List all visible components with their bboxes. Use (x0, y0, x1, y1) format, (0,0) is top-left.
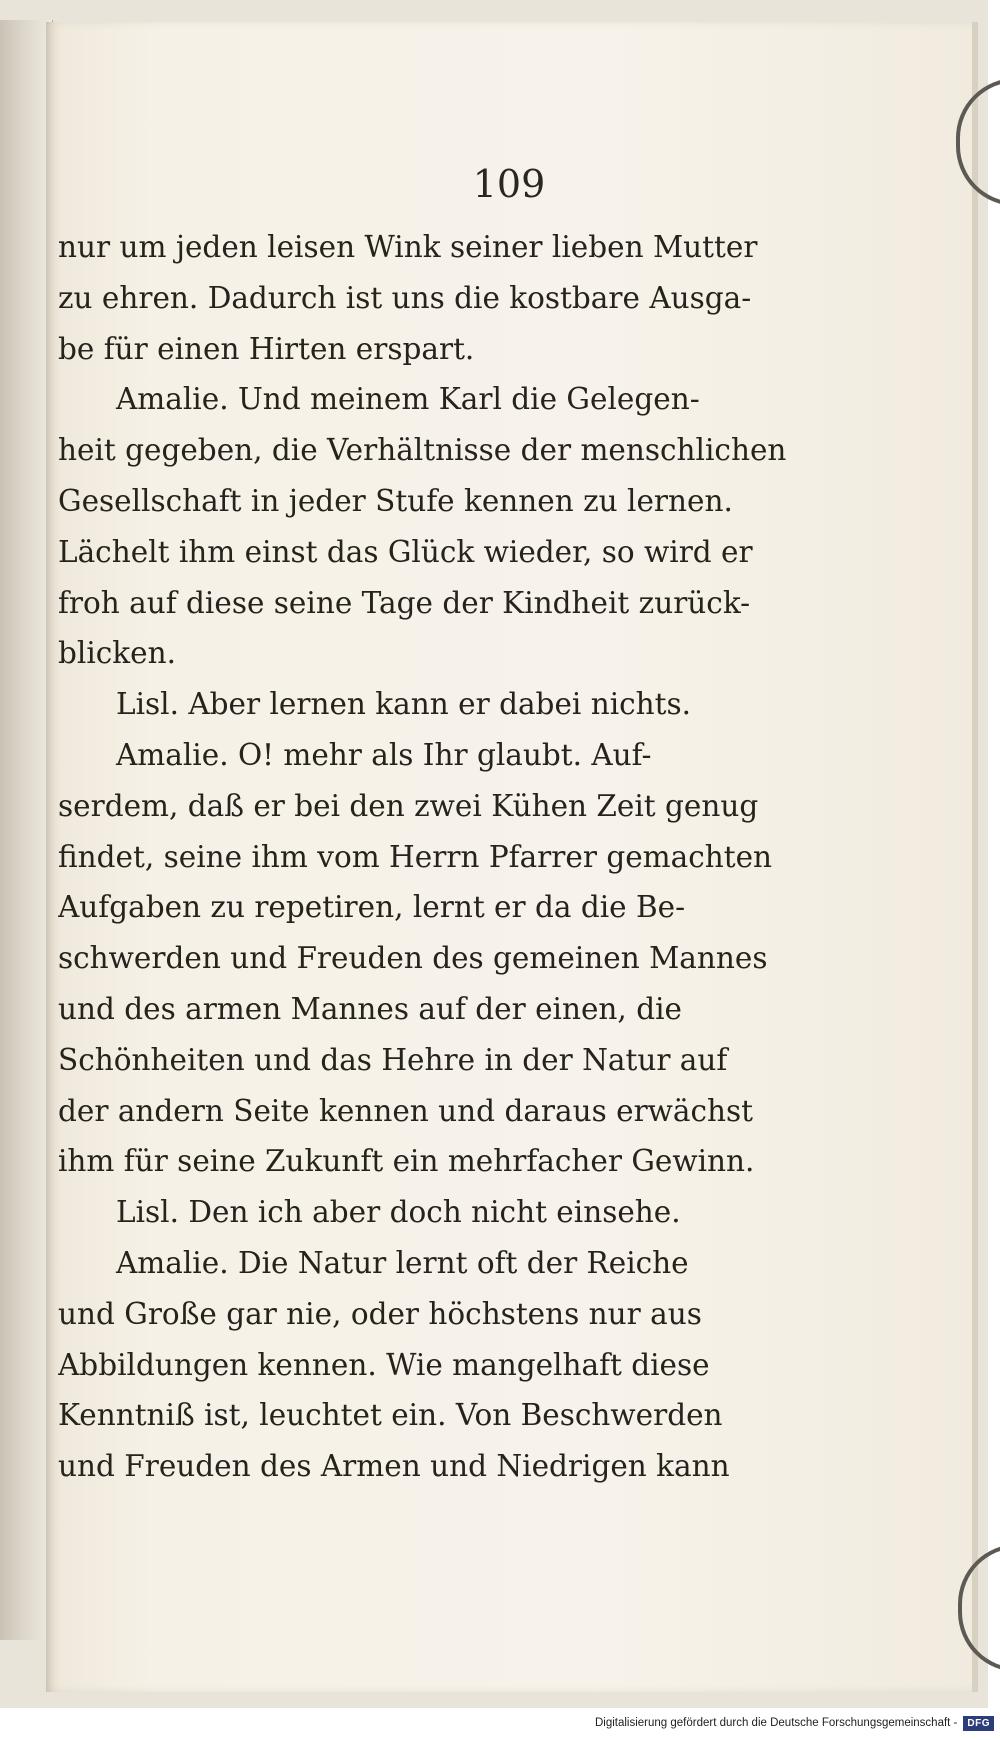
page-number: 109 (472, 162, 546, 206)
page-text (58, 222, 826, 1492)
text-line: Abbildungen kennen. Wie mangelhaft diese (58, 1347, 710, 1382)
text-line: und des armen Mannes auf der einen, die (58, 991, 682, 1026)
text-line: Lisl. Aber lernen kann er dabei nichts. (116, 687, 692, 722)
text-line: nur um jeden leisen Wink seiner lieben Mutter (58, 230, 758, 264)
text-line: zu ehren. Dadurch ist uns die kostbare Ausga- (58, 280, 752, 315)
text-line: ihm für seine Zukunft ein mehrfacher Gewinn. (58, 1144, 755, 1179)
text-line: serdem, daß er bei den zwei Kühen Zeit genug (58, 788, 759, 823)
page-clip-bottom (958, 1544, 1000, 1672)
text-line: Schönheiten und das Hehre in der Natur auf (58, 1042, 728, 1077)
footer-credit (595, 1712, 994, 1734)
text-line: Lächelt ihm einst das Glück wieder, so wird er (58, 534, 753, 569)
footer-credit-text: Digitalisierung gefördert durch die Deutsche Forschungsgemeinschaft - (594, 1717, 958, 1729)
text-line: schwerden und Freuden des gemeinen Mannes (58, 941, 768, 976)
text-line: Amalie. O! mehr als Ihr glaubt. Auf- (116, 737, 652, 772)
dfg-logo: DFG (963, 1716, 994, 1731)
text-line: Amalie. Und meinem Karl die Gelegen- (116, 382, 700, 417)
text-line: Amalie. Die Natur lernt oft der Reiche (116, 1245, 689, 1280)
text-line: Aufgaben zu repetiren, lernt er da die Be- (58, 890, 686, 925)
text-line: der andern Seite kennen und daraus erwächst (58, 1093, 754, 1128)
text-line: blicken. (58, 636, 176, 671)
text-line: heit gegeben, die Verhältnisse der menschlichen (58, 433, 787, 468)
text-line: und Große gar nie, oder höchstens nur aus (58, 1296, 702, 1331)
text-line: Kenntniß ist, leuchtet ein. Von Beschwerden (58, 1398, 723, 1433)
text-line: findet, seine ihm vom Herrn Pfarrer gemachten (58, 839, 773, 874)
text-line: Gesellschaft in jeder Stufe kennen zu lernen. (58, 483, 733, 518)
text-line: froh auf diese seine Tage der Kindheit zurück- (58, 585, 751, 620)
text-line: be für einen Hirten erspart. (58, 331, 475, 366)
text-line: und Freuden des Armen und Niedrigen kann (58, 1449, 730, 1484)
text-line: Lisl. Den ich aber doch nicht einsehe. (116, 1195, 681, 1230)
